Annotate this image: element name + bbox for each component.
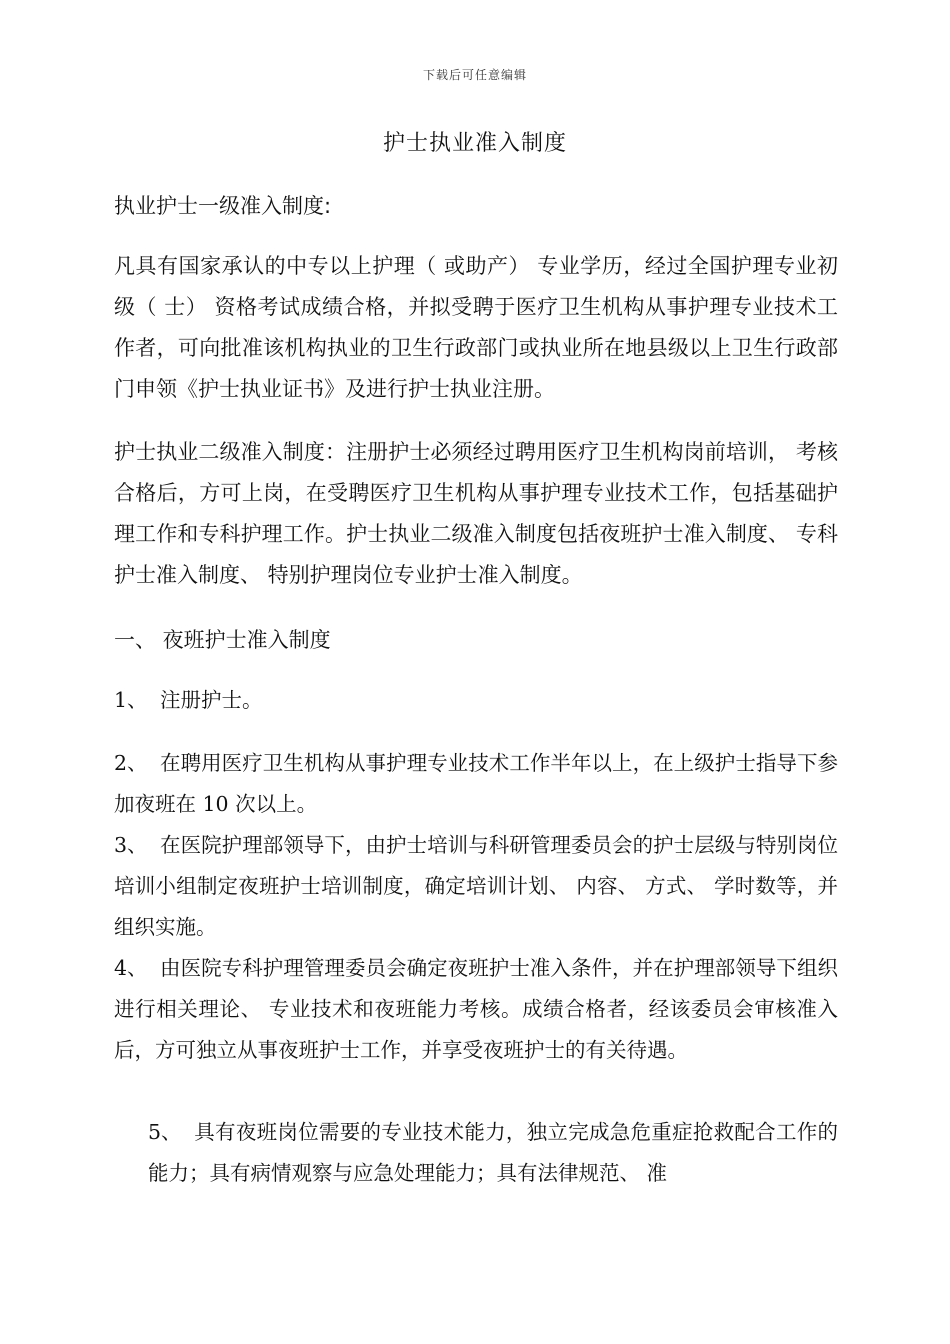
list-item [114,825,838,948]
level1-paragraph: 凡具有国家承认的中专以上护理（ 或助产） 专业学历，经过全国护理专业初级（ 士） 资格考试成绩合格，并拟受聘于医疗卫生机构从事护理专业技术工作者，可向批准该机构执业的卫生行政部门或执业所在地县级以上卫生行政部门申领《护士执业证书》及进行护士执业注册。 [114,254,838,401]
section1-heading: 一、 夜班护士准入制度 [114,628,331,652]
list-item [114,680,838,721]
list-item-text: 注册护士。 [160,688,263,712]
list-item-number: 5、 [148,1120,182,1144]
list-item-text: 在医院护理部领导下，由护士培训与科研管理委员会的护士层级与特别岗位培训小组制定夜班护士培训制度，确定培训计划、 内容、 方式、 学时数等，并组织实施。 [114,833,838,939]
list-item [114,948,838,1071]
level2-paragraph: 护士执业二级准入制度：注册护士必须经过聘用医疗卫生机构岗前培训， 考核合格后，方可上岗，在受聘医疗卫生机构从事护理专业技术工作，包括基础护理工作和专科护理工作。护士执业二级准入制度包括夜班护士准入制度、 专科护士准入制度、 特别护理岗位专业护士准入制度。 [114,440,838,587]
list-item-text: 在聘用医疗卫生机构从事护理专业技术工作半年以上，在上级护士指导下参加夜班在 10 次以上。 [114,751,838,816]
list-item-number: 2、 [114,751,148,775]
list-item [148,1112,838,1194]
list-item [114,743,838,825]
header-note: 下载后可任意编辑 [422,68,527,82]
level1-heading: 执业护士一级准入制度: [114,194,332,218]
list-item-number: 4、 [114,956,148,980]
list-item-text: 由医院专科护理管理委员会确定夜班护士准入条件，并在护理部领导下组织进行相关理论、 专业技术和夜班能力考核。成绩合格者，经该委员会审核准入后，方可独立从事夜班护士工作，并享受夜班护士的有关待遇。 [114,956,838,1062]
list-item-number: 3、 [114,833,148,857]
list-item-number: 1、 [114,688,148,712]
document-title: 护士执业准入制度 [382,131,567,156]
list-item-text: 具有夜班岗位需要的专业技术能力，独立完成急危重症抢救配合工作的能力；具有病情观察与应急处理能力；具有法律规范、 准 [148,1120,838,1185]
